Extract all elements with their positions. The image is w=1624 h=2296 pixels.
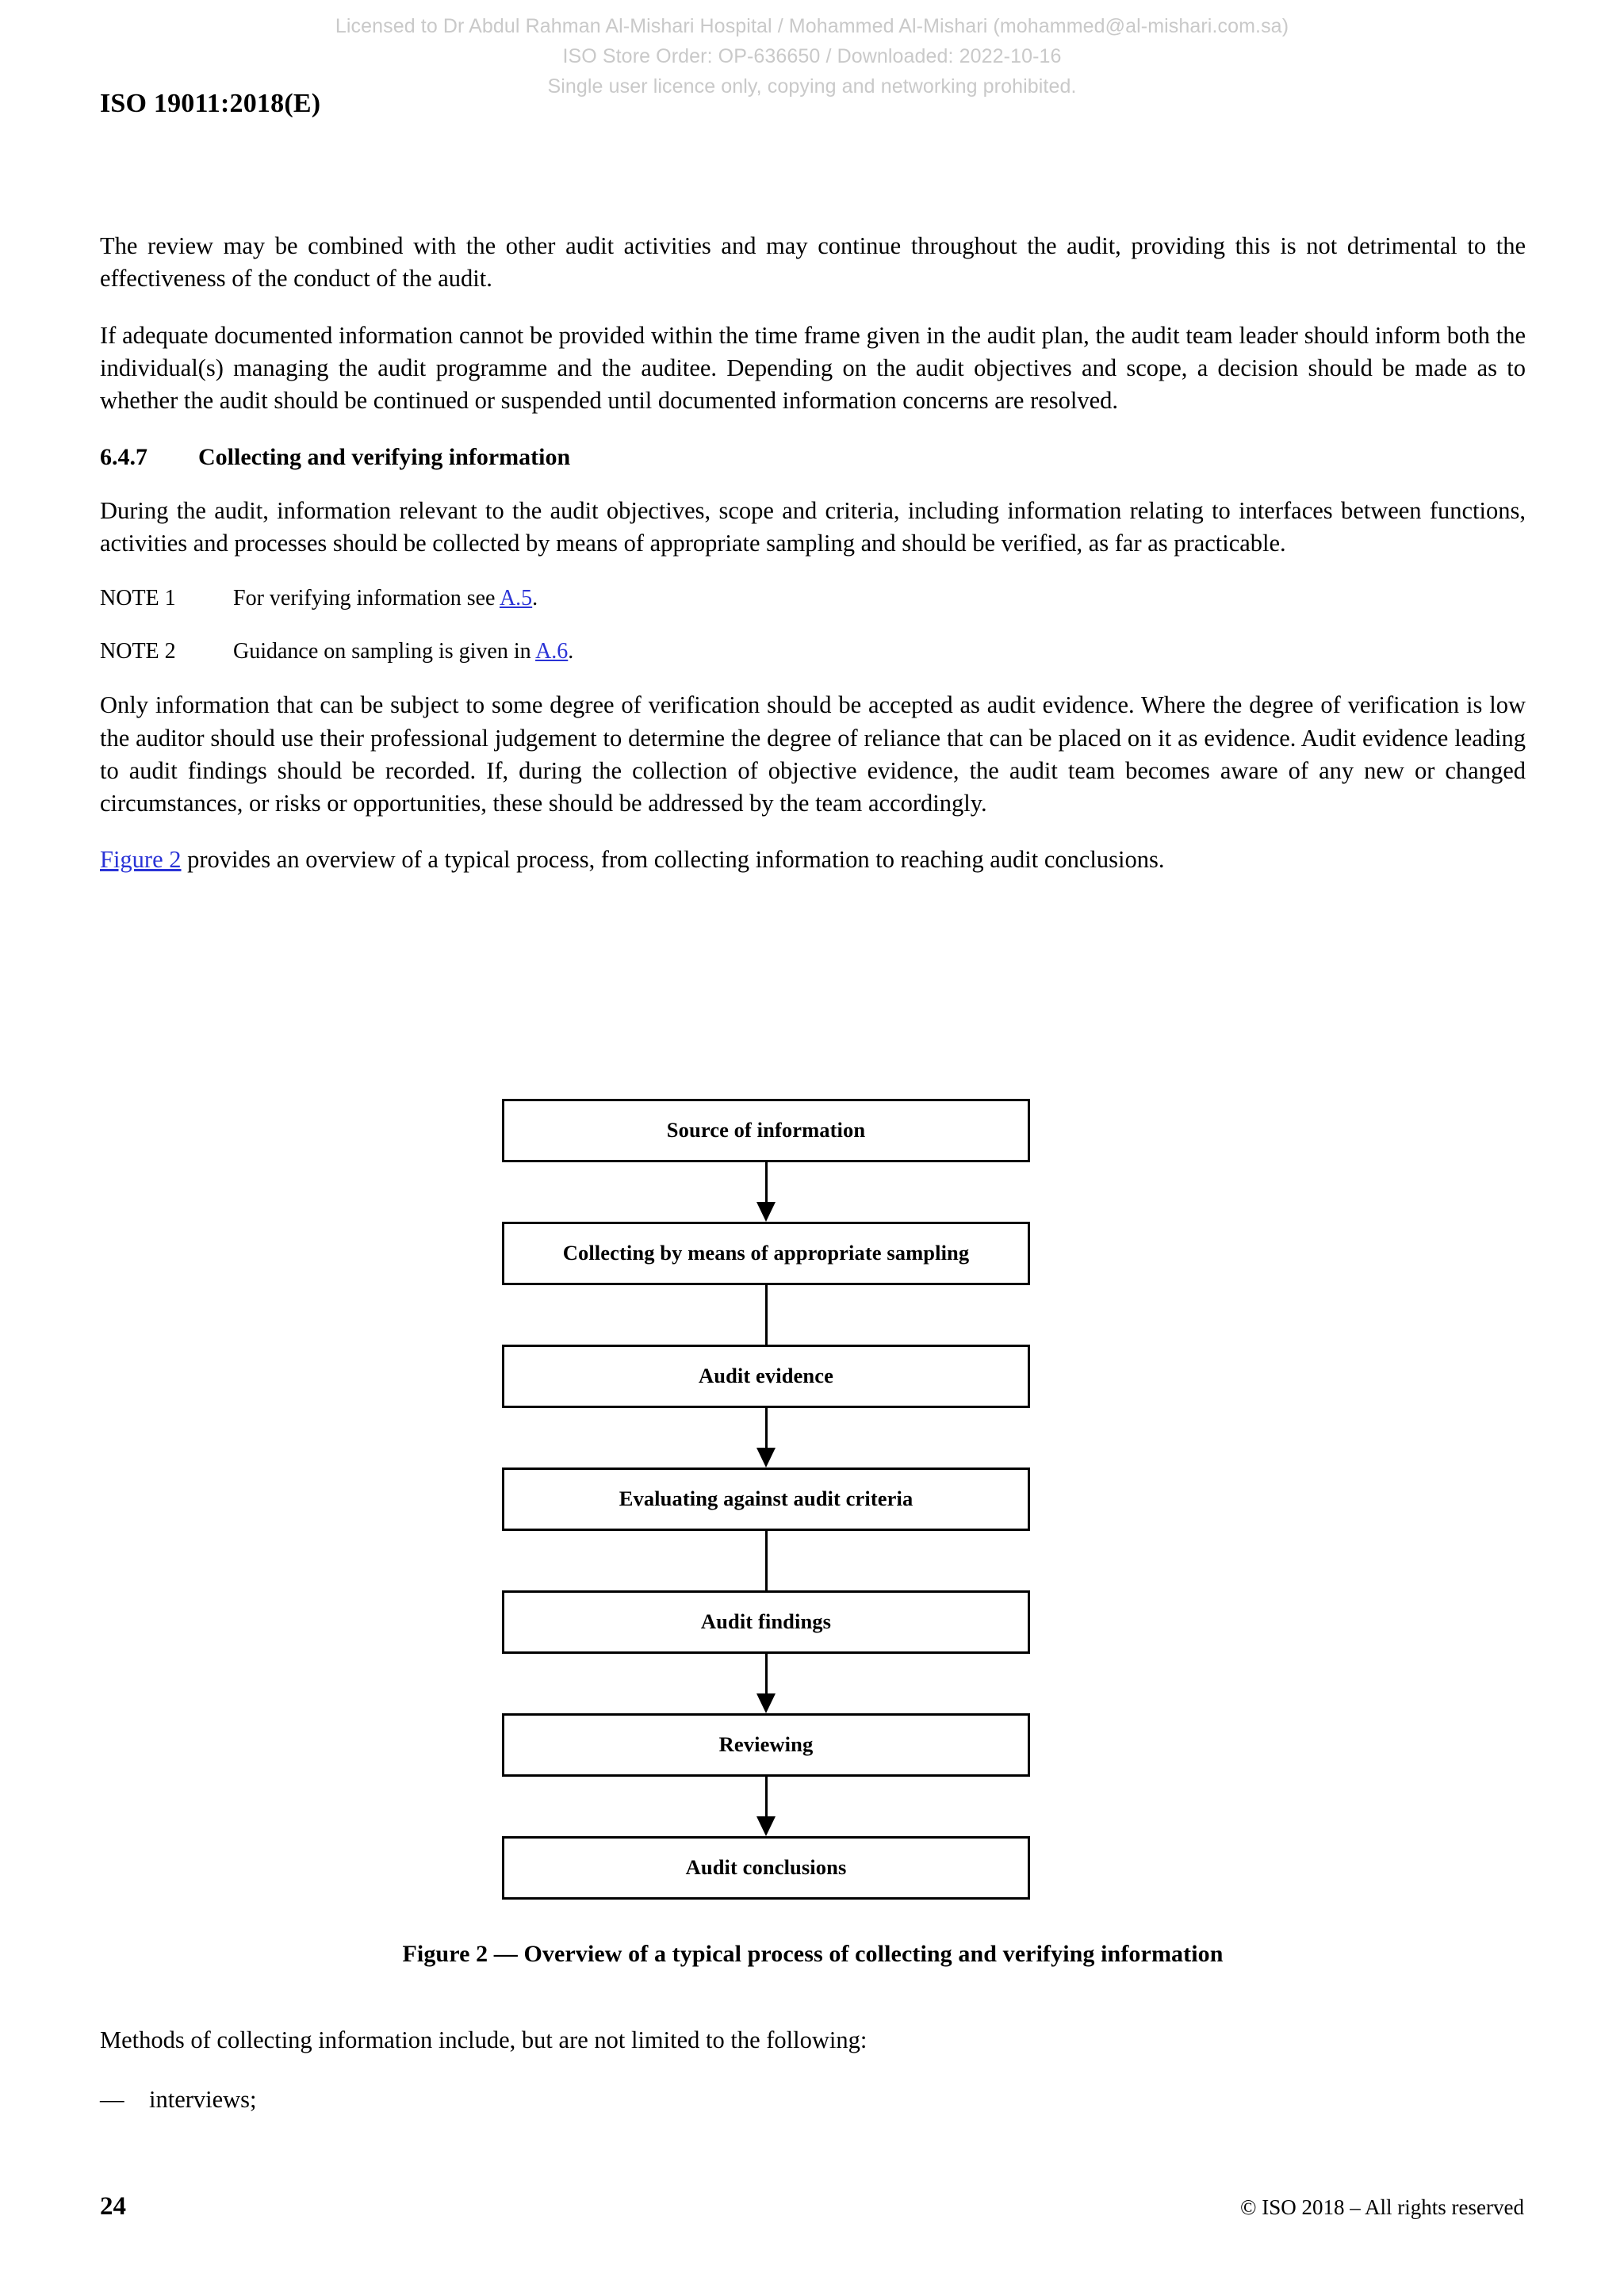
flowchart-container — [502, 1099, 1030, 1900]
arrowhead-down-icon — [756, 1448, 776, 1468]
watermark-line-1: Licensed to Dr Abdul Rahman Al-Mishari Hospital / Mohammed Al-Mishari (mohammed@al-mishari.com.sa) — [335, 15, 1289, 37]
flow-box-label: Evaluating against audit criteria — [619, 1487, 914, 1511]
flow-connector-4 — [502, 1531, 1030, 1590]
note-1 — [100, 584, 1526, 614]
link-figure-2[interactable]: Figure 2 — [100, 846, 182, 874]
em-dash-bullet-icon: — — [100, 2086, 124, 2114]
note-2 — [100, 637, 1526, 667]
list-item-interviews — [100, 2084, 1526, 2116]
connector-line — [765, 1162, 768, 1203]
paragraph-only-information: Only information that can be subject to some degree of verification should be accepted as audit evidence. Where the degree of verification is low the auditor should use their professional judgement to determine the degree of reliance that can be placed on it as evidence. Audit evidence leading to audit findings should be recorded. If, during the collection of objective evidence, the audit team becomes aware of any new or changed circumstances, or risks or opportunities, these should be addressed by the team accordingly. — [100, 691, 1526, 817]
clause-title: Collecting and verifying information — [198, 443, 571, 470]
connector-line — [765, 1654, 768, 1695]
paragraph-figure-2-text: provides an overview of a typical process, from collecting information to reaching audit conclusions. — [181, 846, 1165, 874]
clause-number: 6.4.7 — [100, 443, 147, 470]
flow-box-source-of-information — [502, 1099, 1030, 1162]
paragraph-documented-information: If adequate documented information cannot be provided within the time frame given in the audit plan, the audit team leader should inform both the individual(s) managing the audit programme and the auditee. Depending on the audit objectives and scope, a decision should be made as to whether the audit should be continued or suspended until documented information concerns are resolved. — [100, 321, 1526, 415]
note-2-text-before: Guidance on sampling is given in — [233, 638, 536, 664]
flow-box-label: Audit conclusions — [685, 1855, 847, 1880]
flow-box-audit-evidence — [502, 1345, 1030, 1408]
note-1-label: NOTE 1 — [100, 586, 176, 611]
flow-connector-1 — [502, 1162, 1030, 1222]
figure-2-flowchart — [0, 1099, 1624, 1900]
flow-box-audit-conclusions — [502, 1836, 1030, 1900]
page-number: 24 — [100, 2192, 126, 2221]
flow-connector-2 — [502, 1285, 1030, 1345]
flow-box-label: Source of information — [666, 1118, 866, 1142]
watermark-line-2: ISO Store Order: OP-636650 / Downloaded: 2022-10-16 — [562, 45, 1062, 67]
connector-line — [765, 1531, 768, 1590]
page-footer — [100, 2192, 1524, 2221]
flow-connector-3 — [502, 1408, 1030, 1468]
note-2-label: NOTE 2 — [100, 638, 176, 664]
flow-box-label: Collecting by means of appropriate sampling — [562, 1241, 970, 1265]
connector-line — [765, 1285, 768, 1345]
copyright-notice: © ISO 2018 – All rights reserved — [1240, 2195, 1524, 2219]
paragraph-figure-2-intro — [100, 844, 1526, 876]
document-header-standard-ref: ISO 19011:2018(E) — [100, 89, 321, 118]
note-1-text-before: For verifying information see — [233, 586, 500, 611]
flow-connector-5 — [502, 1654, 1030, 1713]
flow-box-evaluating-criteria — [502, 1468, 1030, 1531]
flow-box-audit-findings — [502, 1590, 1030, 1654]
connector-line — [765, 1408, 768, 1449]
paragraph-methods-of-collecting: Methods of collecting information include, but are not limited to the following: — [100, 2026, 868, 2053]
trailing-content — [100, 2024, 1526, 2117]
arrowhead-down-icon — [756, 1202, 776, 1222]
note-2-text-after: . — [568, 638, 574, 664]
flow-connector-6 — [502, 1777, 1030, 1836]
connector-line — [765, 1777, 768, 1818]
link-a6[interactable]: A.6 — [535, 638, 569, 664]
list-item-label: interviews; — [149, 2086, 257, 2114]
paragraph-review-combined: The review may be combined with the other audit activities and may continue throughout the audit, providing this is not detrimental to the effectiveness of the conduct of the audit. — [100, 232, 1526, 293]
figure-2-caption: Figure 2 — Overview of a typical process of collecting and verifying information — [402, 1941, 1224, 1967]
licence-watermark — [0, 11, 1624, 101]
flow-box-label: Reviewing — [718, 1732, 814, 1757]
watermark-line-3: Single user licence only, copying and networking prohibited. — [547, 75, 1077, 98]
paragraph-during-the-audit: During the audit, information relevant to the audit objectives, scope and criteria, including information relating to interfaces between functions, activities and processes should be collected by means of appropriate sampling and should be verified, as far as practicable. — [100, 496, 1526, 557]
flow-box-reviewing — [502, 1713, 1030, 1777]
arrowhead-down-icon — [756, 1693, 776, 1713]
flow-box-label: Audit evidence — [699, 1364, 833, 1388]
arrowhead-down-icon — [756, 1816, 776, 1836]
flow-box-label: Audit findings — [700, 1609, 832, 1634]
link-a5[interactable]: A.5 — [499, 586, 533, 611]
clause-heading-6-4-7 — [100, 442, 1526, 473]
body-content — [100, 230, 1526, 901]
note-1-text-after: . — [532, 586, 538, 611]
flow-box-collecting-sampling — [502, 1222, 1030, 1285]
